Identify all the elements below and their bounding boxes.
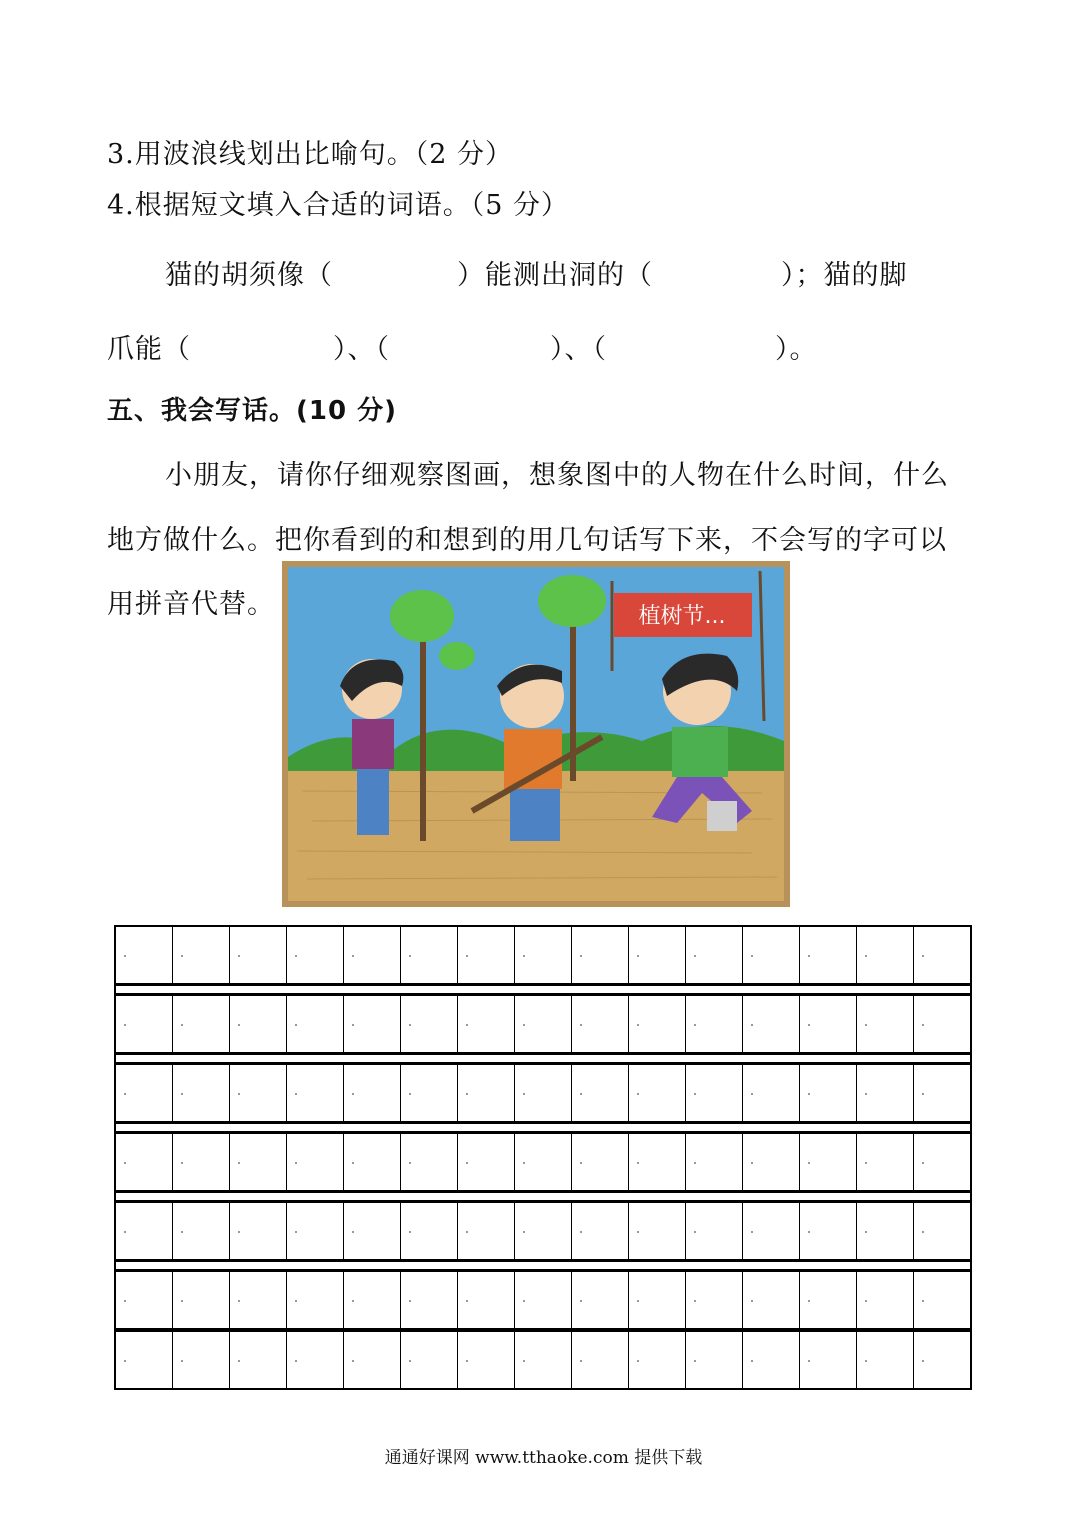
writing-cell[interactable]: [629, 1332, 686, 1388]
writing-cell[interactable]: [686, 1134, 743, 1190]
writing-cell[interactable]: [401, 1332, 458, 1388]
writing-cell[interactable]: [344, 1332, 401, 1388]
writing-cell[interactable]: [515, 1134, 572, 1190]
writing-cell[interactable]: [686, 1332, 743, 1388]
writing-cell[interactable]: [857, 1332, 914, 1388]
writing-cell[interactable]: [458, 1065, 515, 1121]
fill2-part-b: ）、（: [333, 334, 390, 365]
writing-cell[interactable]: [116, 927, 173, 983]
writing-cell[interactable]: [401, 1134, 458, 1190]
section-5-heading: 五、我会写话。(10 分): [107, 396, 397, 426]
writing-cell[interactable]: [173, 1134, 230, 1190]
writing-cell[interactable]: [458, 1203, 515, 1259]
writing-cell[interactable]: [401, 1203, 458, 1259]
writing-cell[interactable]: [857, 996, 914, 1052]
footer-credit: 通通好课网 www.tthaoke.com 提供下载: [384, 1448, 703, 1468]
writing-cell[interactable]: [344, 1134, 401, 1190]
question-4: 4.根据短文填入合适的词语。（5 分）: [107, 190, 570, 221]
writing-cell[interactable]: [857, 927, 914, 983]
writing-cell[interactable]: [230, 927, 287, 983]
writing-cell[interactable]: [743, 1203, 800, 1259]
fill1-part-b: ）能测出洞的（: [457, 260, 653, 291]
writing-cell[interactable]: [686, 1065, 743, 1121]
writing-cell[interactable]: [572, 1203, 629, 1259]
writing-cell[interactable]: [458, 927, 515, 983]
writing-cell[interactable]: [287, 927, 344, 983]
writing-cell[interactable]: [914, 1203, 970, 1259]
tree-planting-drawing: [282, 561, 790, 907]
writing-cell[interactable]: [800, 1065, 857, 1121]
writing-grid-row-5[interactable]: [114, 1201, 972, 1261]
writing-cell[interactable]: [800, 996, 857, 1052]
writing-cell[interactable]: [629, 927, 686, 983]
writing-cell[interactable]: [743, 996, 800, 1052]
writing-cell[interactable]: [173, 1332, 230, 1388]
writing-cell[interactable]: [743, 927, 800, 983]
writing-cell[interactable]: [857, 1272, 914, 1328]
prompt-line-1: 小朋友，请你仔细观察图画，想象图中的人物在什么时间，什么: [165, 460, 949, 491]
writing-cell[interactable]: [401, 1065, 458, 1121]
writing-cell[interactable]: [287, 1065, 344, 1121]
writing-cell[interactable]: [287, 1134, 344, 1190]
writing-cell[interactable]: [458, 1272, 515, 1328]
writing-cell[interactable]: [230, 996, 287, 1052]
writing-cell[interactable]: [800, 1134, 857, 1190]
writing-cell[interactable]: [230, 1134, 287, 1190]
fill-line-2: [107, 327, 818, 366]
writing-cell[interactable]: [230, 1332, 287, 1388]
writing-cell[interactable]: [914, 1065, 970, 1121]
writing-cell[interactable]: [572, 1134, 629, 1190]
writing-cell[interactable]: [629, 1203, 686, 1259]
writing-cell[interactable]: [116, 996, 173, 1052]
grid-gap-1: [114, 985, 972, 994]
banner-text: 植树节...: [638, 604, 726, 629]
writing-cell[interactable]: [515, 1065, 572, 1121]
writing-cell[interactable]: [344, 1272, 401, 1328]
writing-grid-row-2[interactable]: [114, 994, 972, 1054]
writing-cell[interactable]: [458, 996, 515, 1052]
writing-cell[interactable]: [401, 996, 458, 1052]
writing-cell[interactable]: [572, 1332, 629, 1388]
writing-cell[interactable]: [515, 1203, 572, 1259]
writing-cell[interactable]: [857, 1065, 914, 1121]
writing-cell[interactable]: [743, 1134, 800, 1190]
writing-cell[interactable]: [914, 1272, 970, 1328]
writing-cell[interactable]: [686, 996, 743, 1052]
fill1-part-a: 猫的胡须像（: [165, 260, 333, 291]
writing-cell[interactable]: [401, 927, 458, 983]
fill2-part-c: ）、（: [550, 334, 607, 365]
writing-grid-row-6[interactable]: [114, 1270, 972, 1330]
writing-cell[interactable]: [344, 1065, 401, 1121]
writing-cell[interactable]: [629, 1065, 686, 1121]
writing-cell[interactable]: [857, 1134, 914, 1190]
writing-cell[interactable]: [515, 927, 572, 983]
writing-cell[interactable]: [458, 1332, 515, 1388]
prompt-line-2: 地方做什么。把你看到的和想到的用几句话写下来，不会写的字可以: [107, 525, 947, 556]
writing-cell[interactable]: [116, 1134, 173, 1190]
writing-cell[interactable]: [401, 1272, 458, 1328]
writing-cell[interactable]: [173, 927, 230, 983]
writing-cell[interactable]: [230, 1203, 287, 1259]
writing-cell[interactable]: [686, 927, 743, 983]
writing-cell[interactable]: [173, 1203, 230, 1259]
writing-grid-row-7[interactable]: [114, 1330, 972, 1390]
writing-cell[interactable]: [344, 1203, 401, 1259]
writing-cell[interactable]: [629, 1272, 686, 1328]
writing-cell[interactable]: [515, 996, 572, 1052]
writing-cell[interactable]: [572, 927, 629, 983]
writing-cell[interactable]: [572, 1065, 629, 1121]
writing-cell[interactable]: [857, 1203, 914, 1259]
writing-cell[interactable]: [572, 996, 629, 1052]
writing-grid-row-1[interactable]: [114, 925, 972, 985]
writing-grid-row-4[interactable]: [114, 1132, 972, 1192]
writing-cell[interactable]: [287, 1203, 344, 1259]
fill-line-1: [107, 253, 908, 292]
grid-gap-2: [114, 1054, 972, 1063]
fill2-part-a: 爪能（: [107, 334, 191, 365]
writing-cell[interactable]: [743, 1272, 800, 1328]
writing-cell[interactable]: [116, 1272, 173, 1328]
grid-gap-5: [114, 1261, 972, 1270]
writing-cell[interactable]: [572, 1272, 629, 1328]
writing-cell[interactable]: [515, 1332, 572, 1388]
writing-cell[interactable]: [230, 1065, 287, 1121]
writing-cell[interactable]: [743, 1332, 800, 1388]
writing-cell[interactable]: [686, 1272, 743, 1328]
writing-cell[interactable]: [914, 1134, 970, 1190]
writing-cell[interactable]: [116, 1065, 173, 1121]
writing-cell[interactable]: [914, 1332, 970, 1388]
writing-cell[interactable]: [743, 1065, 800, 1121]
writing-cell[interactable]: [800, 1203, 857, 1259]
writing-cell[interactable]: [344, 927, 401, 983]
writing-grid-row-3[interactable]: [114, 1063, 972, 1123]
writing-cell[interactable]: [116, 1203, 173, 1259]
writing-cell[interactable]: [116, 1332, 173, 1388]
question-3: 3.用波浪线划出比喻句。（2 分）: [107, 139, 514, 170]
writing-cell[interactable]: [458, 1134, 515, 1190]
grid-gap-4: [114, 1192, 972, 1201]
writing-cell[interactable]: [287, 1332, 344, 1388]
writing-cell[interactable]: [173, 996, 230, 1052]
writing-cell[interactable]: [686, 1203, 743, 1259]
writing-cell[interactable]: [800, 927, 857, 983]
writing-cell[interactable]: [914, 927, 970, 983]
fill1-part-c: ）；猫的脚: [781, 260, 908, 291]
writing-cell[interactable]: [629, 1134, 686, 1190]
writing-cell[interactable]: [173, 1272, 230, 1328]
writing-cell[interactable]: [344, 996, 401, 1052]
writing-cell[interactable]: [515, 1272, 572, 1328]
writing-cell[interactable]: [800, 1272, 857, 1328]
writing-cell[interactable]: [287, 996, 344, 1052]
writing-cell[interactable]: [800, 1332, 857, 1388]
writing-cell[interactable]: [914, 996, 970, 1052]
writing-cell[interactable]: [230, 1272, 287, 1328]
writing-cell[interactable]: [629, 996, 686, 1052]
writing-cell[interactable]: [287, 1272, 344, 1328]
prompt-line-3: 用拼音代替。: [107, 589, 275, 620]
fill2-part-d: ）。: [775, 334, 818, 365]
writing-cell[interactable]: [173, 1065, 230, 1121]
grid-gap-3: [114, 1123, 972, 1132]
drawing-svg: [282, 561, 790, 907]
